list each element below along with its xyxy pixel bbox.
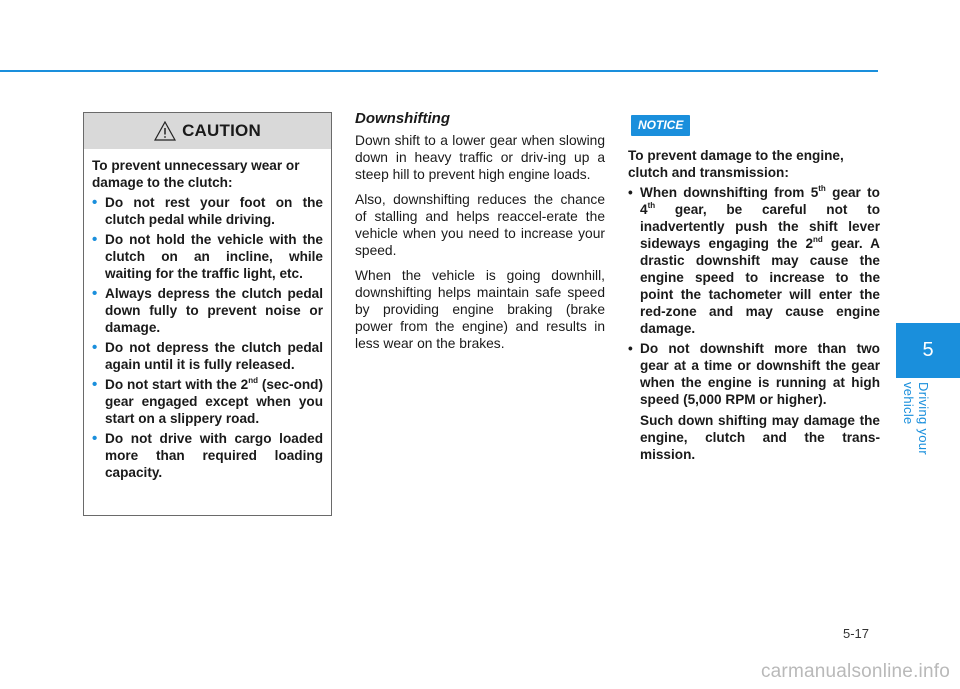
bullet-icon: • bbox=[92, 285, 98, 302]
notice-item: • When downshifting from 5th gear to 4th gear, be careful not to inadvertently push the shift lever sideways engaging the 2nd gear. A drastic downshift may cause the engine speed to increase to the point the tachometer will enter the red-zone and may cause engine damage. bbox=[628, 184, 881, 336]
notice-follow: Such down shifting may damage the engine, clutch and the trans-mission. bbox=[640, 413, 880, 462]
paragraph: Down shift to a lower gear when slowing down in heavy traffic or driv-ing up a steep hill to prevent high engine loads. bbox=[355, 133, 605, 182]
caution-body bbox=[84, 149, 331, 481]
paragraph: When the vehicle is going downhill, downshifting helps maintain safe speed by providing engine braking (brake power from the engine) and results in less wear on the brakes. bbox=[355, 268, 605, 351]
bullet-icon: • bbox=[92, 430, 98, 447]
bullet-icon: • bbox=[92, 376, 98, 393]
downshifting-section bbox=[355, 110, 605, 360]
caution-item: • Do not start with the 2nd (sec-ond) gear engaged except when you start on a slippery road. bbox=[92, 376, 324, 426]
caution-box bbox=[83, 112, 332, 516]
warning-triangle-icon bbox=[154, 121, 176, 141]
caution-item: • Do not hold the vehicle with the clutch on an incline, while waiting for the traffic light, etc. bbox=[92, 231, 323, 281]
caution-list bbox=[92, 194, 323, 481]
bullet-icon: • bbox=[92, 194, 98, 211]
notice-badge: NOTICE bbox=[631, 115, 690, 136]
top-rule bbox=[0, 70, 878, 72]
caution-intro: To prevent unnecessary wear or damage to the clutch: bbox=[92, 158, 300, 190]
caution-item: • Do not depress the clutch pedal again until it is fully released. bbox=[92, 339, 323, 372]
page-number: 5-17 bbox=[843, 626, 870, 641]
paragraph: Also, downshifting reduces the chance of stalling and helps reaccel-erate the vehicle when you need to increase your speed. bbox=[355, 192, 605, 258]
caution-title: CAUTION bbox=[182, 121, 261, 140]
notice-section bbox=[628, 115, 880, 463]
caution-item: • Do not drive with cargo loaded more than required loading capacity. bbox=[92, 430, 323, 480]
bullet-icon: • bbox=[628, 341, 633, 356]
chapter-tab: 5 bbox=[896, 323, 960, 378]
watermark: carmanualsonline.info bbox=[760, 661, 950, 682]
chapter-label: Driving your vehicle bbox=[901, 382, 931, 455]
bullet-icon: • bbox=[92, 339, 98, 356]
bullet-icon: • bbox=[92, 231, 98, 248]
bullet-icon: • bbox=[628, 185, 633, 200]
notice-list bbox=[628, 184, 880, 408]
section-heading: Downshifting bbox=[355, 110, 450, 127]
caution-header bbox=[84, 113, 331, 149]
notice-lead: To prevent damage to the engine, clutch and transmission: bbox=[628, 148, 844, 180]
caution-item: • Do not rest your foot on the clutch pedal while driving. bbox=[92, 194, 323, 227]
caution-item: • Always depress the clutch pedal down fully to prevent noise or damage. bbox=[92, 285, 323, 335]
notice-item: • Do not downshift more than two gear at a time or downshift the gear when the engine is running at high speed (5,000 RPM or higher). bbox=[628, 341, 880, 407]
